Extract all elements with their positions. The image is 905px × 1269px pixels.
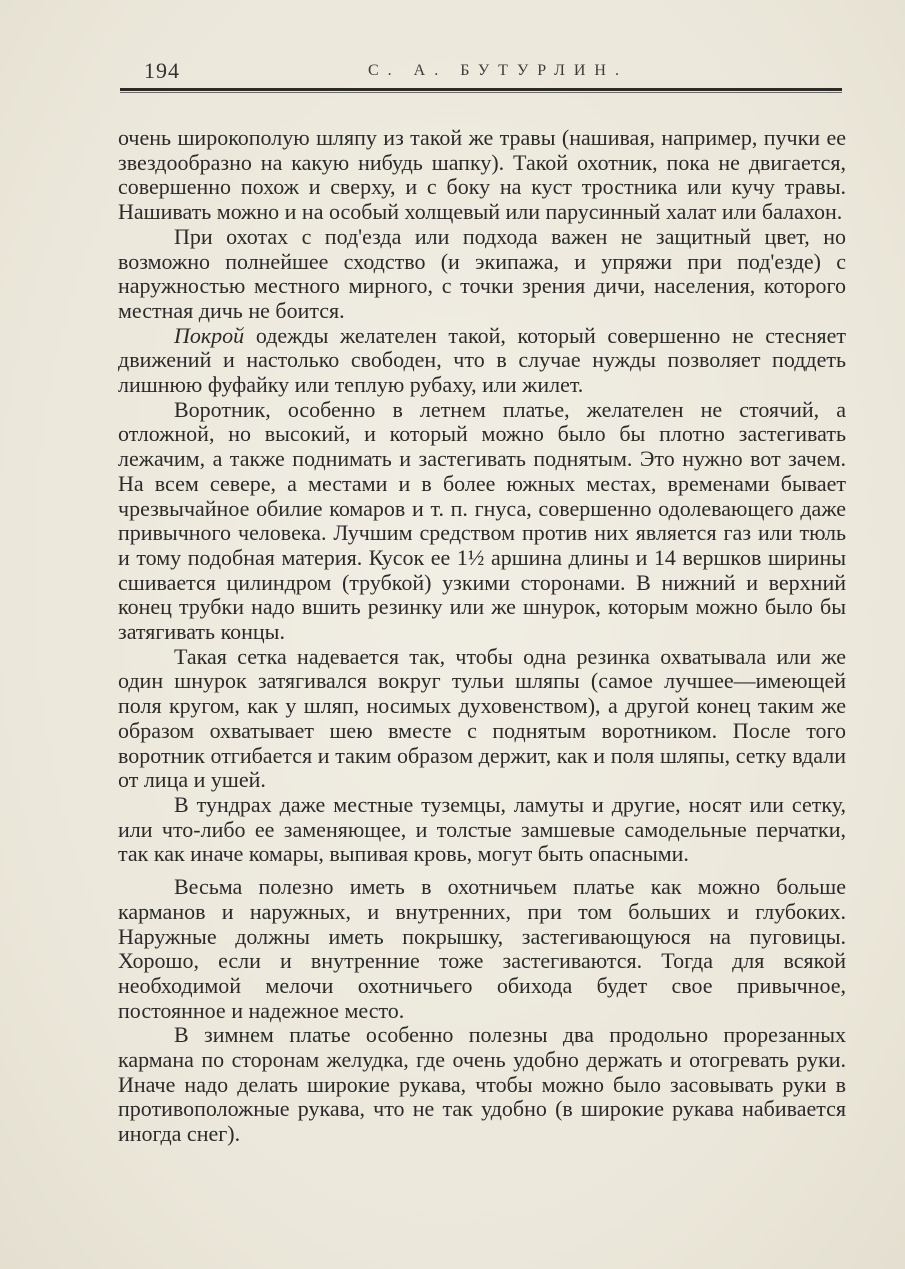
- paragraph: При охотах с под'езда или подхода важен не защитный цвет, но возможно полнейшее сходство (и экипажа, и упряжи при под'езде) с наружностью местного мирного, с точки зрения дичи, населения, которого местная дичь не боится.: [118, 223, 846, 323]
- paragraph-text: одежды желателен такой, который совершенно не стесняет движений и настолько свободен, что в случае нужды позволяет поддеть лишнюю фуфайку или теплую рубаху, или жилет.: [118, 322, 846, 398]
- body-text: [118, 126, 846, 1147]
- paragraph: [118, 324, 846, 398]
- italic-lead-word: Покрой: [174, 322, 245, 348]
- page-header: [120, 58, 840, 88]
- paragraph: Такая сетка надевается так, чтобы одна резинка охватывала или же один шнурок затягивался вокруг тульи шляпы (самое лучшее—имеющей поля кругом, как у шляп, носимых духовенством), а другой конец таким же образом охватывает шею вместе с поднятым воротником. После того воротник отгибается и таким образом держит, как и поля шляпы, сетку вдали от лица и ушей.: [118, 643, 846, 793]
- paragraph: очень широкополую шляпу из такой же травы (нашивая, например, пучки ее звездообразно на какую нибудь шапку). Такой охотник, пока не двигается, совершенно похож и сверху, и с боку на куст тростника или кучу травы. Нашивать можно и на особый холщевый или парусинный халат или балахон.: [118, 125, 846, 225]
- paragraph: В тундрах даже местные туземцы, ламуты и другие, носят или сетку, или что-либо ее заменяющее, и толстые замшевые самодельные перчатки, так как иначе комары, выпивая кровь, могут быть опасными.: [118, 791, 846, 867]
- paragraph: Воротник, особенно в летнем платье, желателен не стоячий, а отложной, но высокий, и который можно было бы плотно застегивать лежачим, а также поднимать и застегивать поднятым. Это нужно вот зачем. На всем севере, а местами и в более южных местах, временами бывает чрезвычайное обилие комаров и т. п. гнуса, совершенно одолевающего даже привычного человека. Лучшим средством против них является газ или тюль и тому подобная материя. Кусок ее 1½ аршина длины и 14 вершков ширины сшивается цилиндром (трубкой) узкими сторонами. В нижний и верхний конец трубки надо вшить резинку или же шнурок, которым можно было бы затягивать концы.: [118, 396, 846, 645]
- page-number: 194: [144, 58, 180, 83]
- running-head: С. А. БУТУРЛИН.: [368, 62, 628, 79]
- paragraph: В зимнем платье особенно полезны два продольно прорезанных кармана по сторонам желудка, где очень удобно держать и отогревать руки. Иначе надо делать широкие рукава, чтобы можно было засовывать руки в противоположные рукава, что не так удобно (в широкие рукава набивается иногда снег).: [118, 1022, 846, 1147]
- header-rule: [120, 88, 842, 93]
- paragraph: Весьма полезно иметь в охотничьем платье как можно больше карманов и наружных, и внутренних, при том больших и глубоких. Наружные должны иметь покрышку, застегивающуюся на пуговицы. Хорошо, если и внутренние тоже застегиваются. Тогда для всякой необходимой мелочи охотничьего обихода будет свое привычное, постоянное и надежное место.: [118, 874, 846, 1023]
